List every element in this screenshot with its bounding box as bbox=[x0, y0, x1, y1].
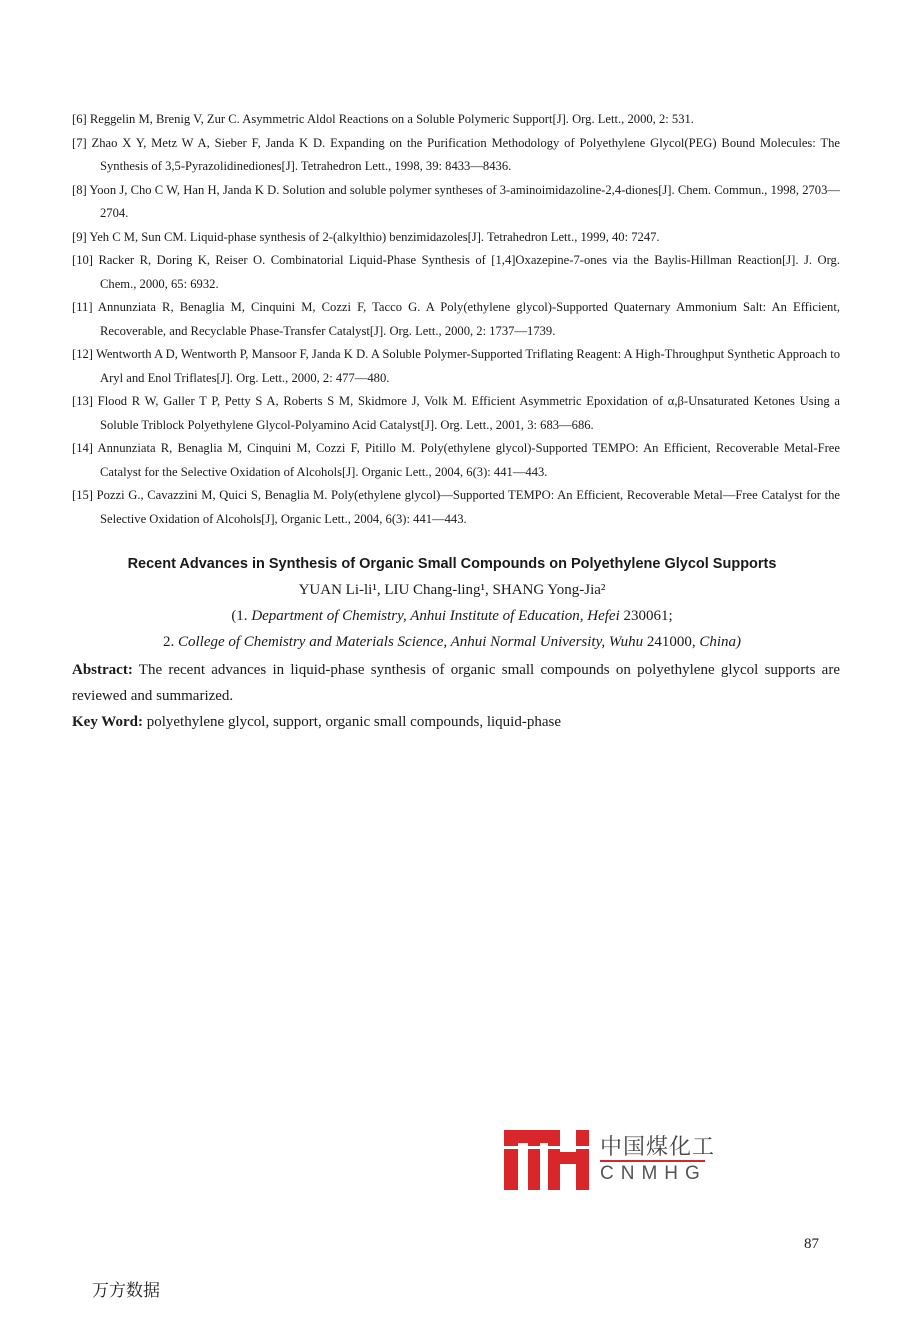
watermark: 万方数据 bbox=[92, 1281, 160, 1301]
logo-divider bbox=[600, 1160, 705, 1162]
logo-chinese-text: 中国煤化工 bbox=[600, 1135, 716, 1160]
abstract-label: Abstract: bbox=[72, 662, 133, 678]
keywords-label: Key Word: bbox=[72, 714, 143, 730]
reference-item: [12] Wentworth A D, Wentworth P, Mansoor F, Janda K D. A Soluble Polymer-Supported Triflating Reagent: A High-Throughput Synthetic Approach to Aryl and Enol Triflates[J]. Org. Lett., 2000, 2: 477—480. bbox=[72, 347, 840, 385]
affiliation-number: 2. bbox=[162, 634, 175, 650]
postal-code: 230061; bbox=[623, 608, 673, 624]
affiliation-text: College of Chemistry and Materials Science, Anhui Normal University, Wuhu bbox=[177, 634, 644, 650]
reference-item: [11] Annunziata R, Benaglia M, Cinquini M, Cozzi F, Tacco G. A Poly(ethylene glycol)-Supported Quaternary Ammonium Salt: An Efficient, Recoverable, and Recyclable Phase-Transfer Catalyst[J]. Org. Lett., 2000, 2: 1737—1739. bbox=[72, 300, 840, 338]
logo-english-text: CNMHG bbox=[600, 1163, 707, 1184]
abstract bbox=[72, 657, 840, 709]
reference-item: [9] Yeh C M, Sun CM. Liquid-phase synthesis of 2-(alkylthio) benzimidazoles[J]. Tetrahedron Lett., 1999, 40: 7247. bbox=[72, 229, 660, 244]
references-list bbox=[72, 108, 840, 531]
reference-item: [13] Flood R W, Galler T P, Petty S A, Roberts S M, Skidmore J, Volk M. Efficient Asymmetric Epoxidation of α,β-Unsaturated Ketones Using a Soluble Triblock Polyethylene Glycol-Polyamino Acid Catalyst[J]. Org. Lett., 2001, 3: 683—686. bbox=[72, 394, 840, 432]
authors: YUAN Li-li¹, LIU Chang-ling¹, SHANG Yong-Jia² bbox=[298, 582, 606, 598]
page-number: 87 bbox=[804, 1236, 819, 1252]
affiliation-1 bbox=[0, 608, 904, 625]
reference-item: [10] Racker R, Doring K, Reiser O. Combinatorial Liquid-Phase Synthesis of [1,4]Oxazepine-7-ones via the Baylis-Hillman Reaction[J]. J. Org. Chem., 2000, 65: 6932. bbox=[72, 253, 840, 291]
reference-item: [7] Zhao X Y, Metz W A, Sieber F, Janda K D. Expanding on the Purification Methodology of Polyethylene Glycol(PEG) Bound Molecules: The Synthesis of 3,5-Pyrazolidinediones[J]. Tetrahedron Lett., 1998, 39: 8433—8436. bbox=[72, 135, 840, 173]
reference-item: [6] Reggelin M, Brenig V, Zur C. Asymmetric Aldol Reactions on a Soluble Polymeric Support[J]. Org. Lett., 2000, 2: 531. bbox=[72, 112, 694, 126]
affiliation-number: (1. bbox=[231, 608, 248, 624]
cnmhg-logo-mark bbox=[502, 1128, 594, 1190]
affiliation-text: Department of Chemistry, Anhui Institute of Education, Hefei bbox=[251, 608, 620, 624]
reference-item: [15] Pozzi G., Cavazzini M, Quici S, Benaglia M. Poly(ethylene glycol)—Supported TEMPO: An Efficient, Recoverable Metal—Free Catalyst for the Selective Oxidation of Alcohols[J], Organic Lett., 2004, 6(3): 441—443. bbox=[72, 488, 840, 526]
reference-item: [14] Annunziata R, Benaglia M, Cinquini M, Cozzi F, Pitillo M. Poly(ethylene glycol)-Supported TEMPO: An Efficient, Recoverable Metal-Free Catalyst for the Selective Oxidation of Alcohols[J]. Organic Lett., 2004, 6(3): 441—443. bbox=[72, 441, 840, 479]
postal-code: 241000, bbox=[646, 634, 696, 650]
keywords-text: polyethylene glycol, support, organic small compounds, liquid-phase bbox=[142, 714, 561, 730]
affiliation-2 bbox=[0, 634, 904, 651]
reference-item: [8] Yoon J, Cho C W, Han H, Janda K D. Solution and soluble polymer syntheses of 3-aminoimidazoline-2,4-diones[J]. Chem. Commun., 1998, 2703—2704. bbox=[72, 182, 840, 220]
english-title: Recent Advances in Synthesis of Organic Small Compounds on Polyethylene Glycol Supports bbox=[127, 556, 777, 572]
keywords bbox=[72, 709, 840, 735]
abstract-text: The recent advances in liquid-phase synthesis of organic small compounds on polyethylene glycol supports are reviewed and summarized. bbox=[72, 662, 840, 704]
country: China) bbox=[699, 634, 741, 650]
